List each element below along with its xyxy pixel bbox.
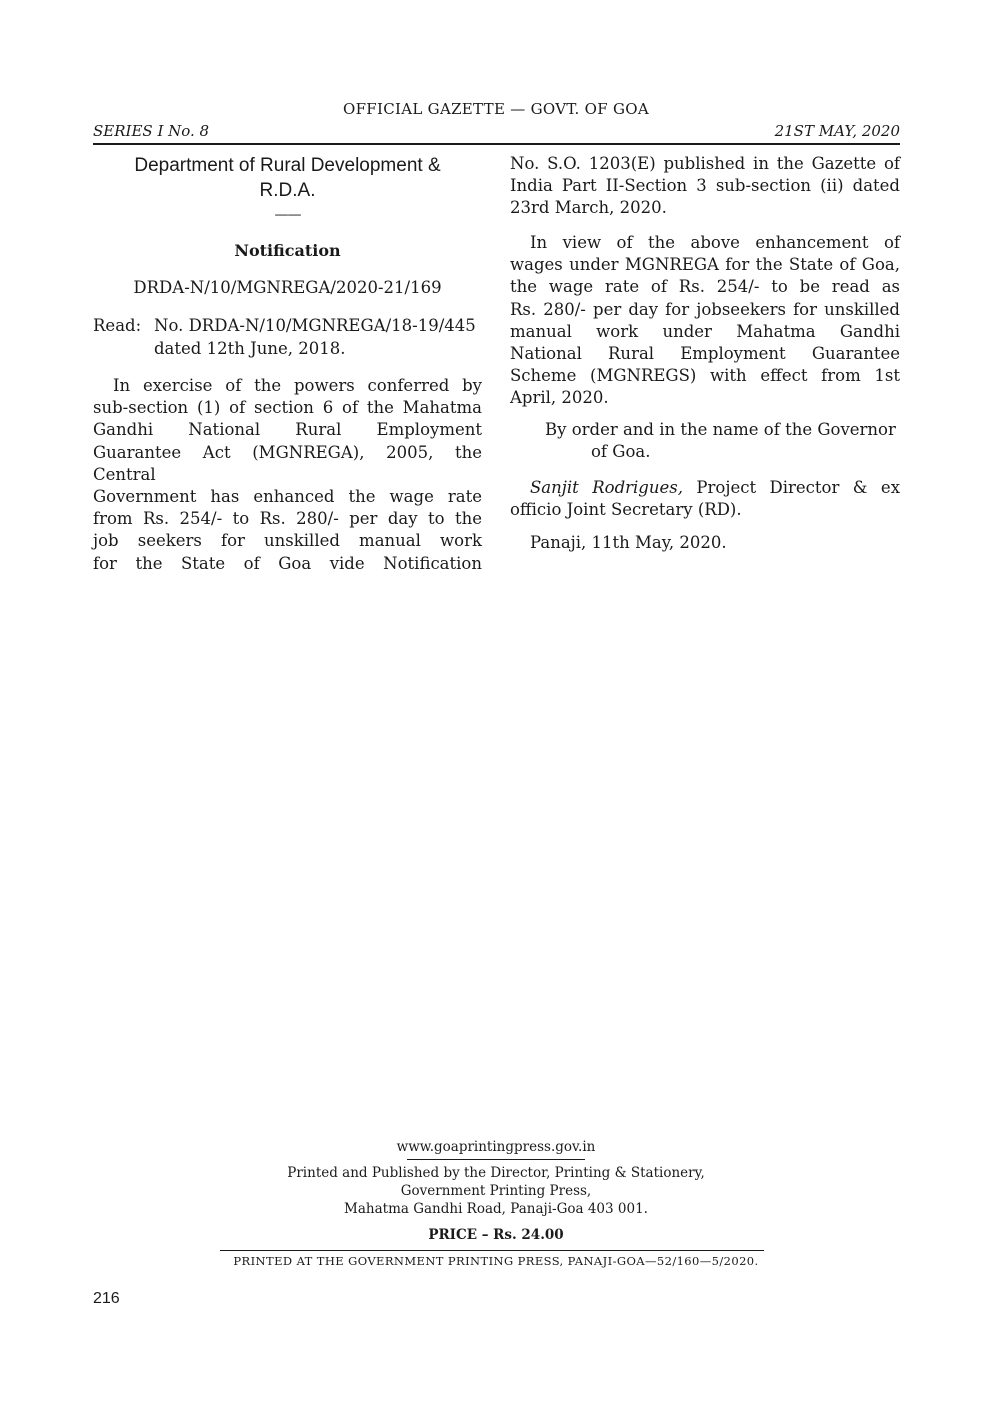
read-label: Read: bbox=[93, 316, 142, 335]
paragraph-1-continued bbox=[510, 153, 900, 220]
printed-at-line: PRINTED AT THE GOVERNMENT PRINTING PRESS, PANAJI-GOA—52/160—5/2020. bbox=[233, 1254, 759, 1268]
paragraph-line: the wage rate of Rs. 254/- to be read as bbox=[510, 277, 900, 297]
page-number: 216 bbox=[93, 1290, 120, 1307]
paragraph-line: job seekers for unskilled manual work bbox=[93, 531, 482, 551]
signatory-title: Project Director & ex bbox=[682, 478, 900, 497]
by-order-line-2: of Goa. bbox=[591, 442, 651, 461]
paragraph-line: wages under MGNREGA for the State of Goa, bbox=[510, 255, 900, 275]
paragraph-line: for the State of Goa vide Notification bbox=[93, 553, 482, 573]
paragraph-line: Gandhi National Rural Employment bbox=[93, 420, 482, 440]
paragraph-line: National Rural Employment Guarantee bbox=[510, 344, 900, 364]
department-line-2: R.D.A. bbox=[259, 180, 316, 201]
paragraph-line: Government has enhanced the wage rate bbox=[93, 487, 482, 507]
signature-line-2: officio Joint Secretary (RD). bbox=[510, 500, 742, 520]
paragraph-line: sub-section (1) of section 6 of the Mahatma bbox=[93, 398, 482, 418]
footer-rule bbox=[220, 1250, 764, 1251]
read-reference: No. DRDA-N/10/MGNREGA/18-19/445 bbox=[154, 316, 476, 335]
signatory-name: Sanjit Rodrigues, bbox=[530, 478, 683, 497]
department-line-1: Department of Rural Development & bbox=[134, 155, 441, 176]
price: PRICE – Rs. 24.00 bbox=[428, 1227, 564, 1243]
signature-line-1 bbox=[510, 477, 900, 499]
publisher-line-2: Government Printing Press, bbox=[400, 1183, 592, 1199]
read-reference-date: dated 12th June, 2018. bbox=[154, 339, 346, 358]
paragraph-2 bbox=[510, 232, 900, 410]
paragraph-line: 23rd March, 2020. bbox=[510, 198, 667, 218]
header-rule bbox=[93, 143, 900, 145]
department-heading bbox=[93, 153, 482, 203]
press-website: www.goaprintingpress.gov.in bbox=[396, 1139, 596, 1155]
publisher-line-1: Printed and Published by the Director, Printing & Stationery, bbox=[287, 1165, 705, 1181]
paragraph-line: In view of the above enhancement of bbox=[530, 233, 900, 252]
paragraph-line: India Part II-Section 3 sub-section (ii) dated bbox=[510, 176, 900, 196]
paragraph-line: Rs. 280/- per day for jobseekers for unskilled bbox=[510, 299, 900, 319]
place-date: Panaji, 11th May, 2020. bbox=[530, 533, 727, 552]
series-number: SERIES I No. 8 bbox=[93, 122, 210, 140]
notification-title: Notification bbox=[234, 241, 341, 260]
paragraph-line: from Rs. 254/- to Rs. 280/- per day to the bbox=[93, 509, 482, 529]
publisher-line-3: Mahatma Gandhi Road, Panaji-Goa 403 001. bbox=[344, 1201, 648, 1217]
paragraph-1 bbox=[93, 375, 482, 575]
by-order-line: By order and in the name of the Governor bbox=[545, 420, 896, 439]
signature-block bbox=[510, 477, 900, 521]
paragraph-line: No. S.O. 1203(E) published in the Gazette of bbox=[510, 154, 900, 173]
gazette-title: OFFICIAL GAZETTE — GOVT. OF GOA bbox=[342, 100, 650, 118]
paragraph-line: Scheme (MGNREGS) with effect from 1st bbox=[510, 366, 900, 386]
website-rule bbox=[407, 1159, 585, 1160]
paragraph-line: Guarantee Act (MGNREGA), 2005, the Central bbox=[93, 442, 482, 484]
notification-reference: DRDA-N/10/MGNREGA/2020-21/169 bbox=[133, 278, 442, 297]
separator-dash: —— bbox=[274, 207, 301, 223]
issue-date: 21ST MAY, 2020 bbox=[774, 122, 900, 140]
paragraph-line: manual work under Mahatma Gandhi bbox=[510, 321, 900, 341]
paragraph-line: April, 2020. bbox=[510, 388, 609, 408]
paragraph-line: In exercise of the powers conferred by bbox=[113, 376, 482, 395]
